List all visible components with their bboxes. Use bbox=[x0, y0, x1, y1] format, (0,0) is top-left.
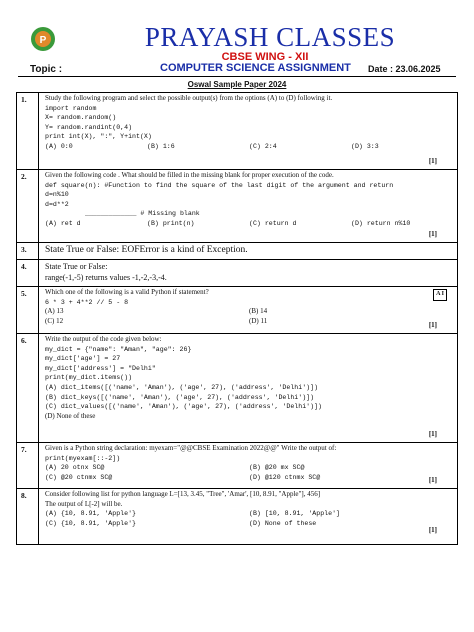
question-body bbox=[39, 93, 457, 169]
topic-label: Topic : bbox=[30, 64, 63, 75]
question-text: State True or False: bbox=[45, 262, 108, 271]
code-line: _____________ # Missing blank bbox=[85, 210, 200, 218]
options-row bbox=[45, 473, 453, 483]
option-d: (D) 11 bbox=[249, 316, 268, 325]
option-c: (C) return d bbox=[249, 219, 297, 227]
question-subtext: range(-1,-5) returns values -1,-2,-3,-4. bbox=[45, 273, 167, 282]
code-line: def square(n): #Function to find the square of the last digit of the argument and return bbox=[45, 181, 394, 189]
question-row bbox=[17, 243, 457, 260]
options-row bbox=[45, 317, 453, 327]
marks-label: [1] bbox=[428, 230, 437, 239]
option-c: (C) 12 bbox=[45, 316, 64, 325]
option-a: (A) 0:0 bbox=[45, 142, 73, 150]
code-line: import random bbox=[45, 104, 97, 112]
question-text: Which one of the following is a valid Python if statement? bbox=[45, 288, 209, 296]
question-number: 2. bbox=[17, 170, 39, 242]
question-row bbox=[17, 287, 457, 334]
option-b: (B) @20 mx SC@ bbox=[249, 464, 305, 472]
option-a: (A) ret d bbox=[45, 219, 81, 227]
marks-label: [1] bbox=[428, 476, 437, 485]
option-d: (D) None of these bbox=[45, 411, 96, 420]
options-row bbox=[45, 509, 453, 519]
question-table bbox=[16, 92, 458, 545]
page-title: PRAYASH CLASSES bbox=[144, 22, 396, 52]
option-c: (C) {10, 8.91, 'Apple'} bbox=[45, 519, 137, 527]
question-subtext: The output of L[-2] will be. bbox=[45, 499, 123, 508]
code-line: Y= random.randint(0,4) bbox=[45, 123, 133, 131]
question-text: Given the following code . What should be filled in the missing blank for proper execution of the code. bbox=[45, 171, 334, 179]
question-row bbox=[17, 170, 457, 243]
code-line: print(myexam[::-2]) bbox=[45, 454, 121, 462]
options-row bbox=[45, 219, 453, 229]
option-c: (C) @20 ctnmx SC@ bbox=[45, 473, 113, 481]
date-label: Date : 23.06.2025 bbox=[368, 64, 441, 74]
ai-badge: A I bbox=[433, 289, 447, 301]
option-c: (C) 2:4 bbox=[249, 142, 277, 150]
code-line: d=n%10 bbox=[45, 191, 69, 199]
question-text: Write the output of the code given below: bbox=[45, 335, 162, 343]
option-a: (A) dict_items([('name', 'Aman'), ('age', 27), ('address', 'Delhi')]) bbox=[45, 383, 319, 391]
option-a: (A) {10, 8.91, 'Apple'} bbox=[45, 510, 137, 518]
marks-label: [1] bbox=[428, 321, 437, 330]
header-divider bbox=[18, 76, 456, 77]
paper-title: Oswal Sample Paper 2024 bbox=[187, 80, 287, 89]
question-body bbox=[39, 260, 457, 286]
question-body bbox=[39, 170, 457, 242]
question-body bbox=[39, 287, 457, 333]
question-number: 7. bbox=[17, 443, 39, 488]
marks-label: [1] bbox=[428, 526, 437, 535]
code-line: my_dict = {"name": "Aman", "age": 26} bbox=[45, 345, 192, 353]
question-number: 4. bbox=[17, 260, 39, 286]
options-row bbox=[45, 463, 453, 473]
question-body bbox=[39, 489, 457, 544]
option-b: (B) dict_keys([('name', 'Aman'), ('age', 27), ('address', 'Delhi')]) bbox=[45, 393, 315, 401]
question-body bbox=[39, 334, 457, 442]
question-body bbox=[39, 443, 457, 488]
option-b: (B) 14 bbox=[249, 307, 268, 316]
question-row bbox=[17, 260, 457, 287]
question-row bbox=[17, 93, 457, 170]
code-line: d=d**2 bbox=[45, 200, 69, 208]
question-number: 6. bbox=[17, 334, 39, 442]
code-line: my_dict['age'] = 27 bbox=[45, 355, 121, 363]
question-text: State True or False: EOFError is a kind of Exception. bbox=[45, 245, 248, 255]
question-body bbox=[39, 243, 457, 259]
code-line: X= random.random() bbox=[45, 114, 117, 122]
wing-label: CBSE WING - XII bbox=[221, 51, 309, 63]
question-text: Given is a Python string declaration: myexam="@@CBSE Examination 2022@@" Write the output of: bbox=[45, 444, 337, 452]
option-c: (C) dict_values([('name', 'Aman'), ('age', 27), ('address', 'Delhi')]) bbox=[45, 403, 322, 411]
options-row bbox=[45, 519, 453, 529]
code-line: 6 * 3 + 4**2 // 5 - 8 bbox=[45, 298, 129, 306]
question-number: 3. bbox=[17, 243, 39, 259]
option-d: (D) None of these bbox=[249, 519, 317, 527]
question-number: 5. bbox=[17, 287, 39, 333]
subject-label: COMPUTER SCIENCE ASSIGNMENT bbox=[160, 62, 351, 74]
code-line: print int(X), ":", Y+int(X) bbox=[45, 133, 152, 141]
option-d: (D) @120 ctnmx SC@ bbox=[249, 473, 321, 481]
question-text: Study the following program and select the possible output(s) from the options (A) to (D) following it. bbox=[45, 94, 333, 102]
options-row bbox=[45, 307, 453, 317]
svg-text:P: P bbox=[39, 35, 47, 46]
option-a: (A) 20 otnx SC@ bbox=[45, 464, 105, 472]
option-b: (B) [10, 8.91, 'Apple'] bbox=[249, 510, 341, 518]
options-row bbox=[45, 142, 453, 152]
option-b: (B) 1:6 bbox=[147, 142, 175, 150]
question-number: 8. bbox=[17, 489, 39, 544]
question-text: Consider following list for python language L=[13, 3.45, "Tree", 'Amar', [10, 8.91, "Apple"], 456] bbox=[45, 490, 321, 498]
option-d: (D) return n%10 bbox=[351, 219, 411, 227]
code-line: my_dict['address'] = "Delhi" bbox=[45, 364, 156, 372]
question-row bbox=[17, 443, 457, 489]
marks-label: [1] bbox=[428, 430, 437, 439]
code-line: print(my_dict.items()) bbox=[45, 374, 133, 382]
option-d: (D) 3:3 bbox=[351, 142, 379, 150]
marks-label: [1] bbox=[428, 157, 437, 166]
option-a: (A) 13 bbox=[45, 307, 64, 316]
prayash-logo-icon bbox=[30, 26, 56, 52]
question-row bbox=[17, 489, 457, 545]
option-b: (B) print(n) bbox=[147, 219, 195, 227]
question-number: 1. bbox=[17, 93, 39, 169]
question-row bbox=[17, 334, 457, 443]
